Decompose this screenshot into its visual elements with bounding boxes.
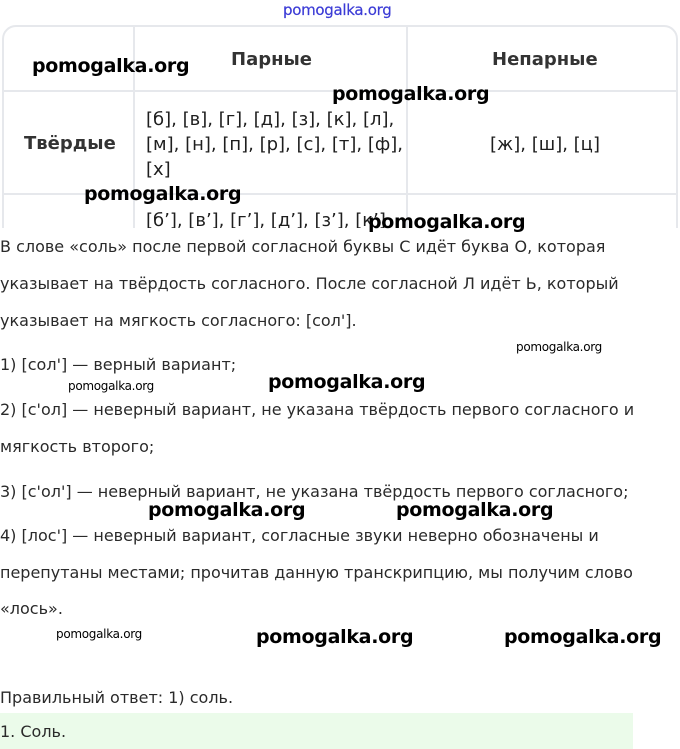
watermark: pomogalka.org <box>516 340 602 354</box>
watermark: pomogalka.org <box>256 626 414 648</box>
header-paired: Парные <box>231 49 313 70</box>
header-unpaired: Непарные <box>492 49 598 70</box>
correct-answer: Правильный ответ: 1) соль. <box>0 688 234 707</box>
option-line: перепутаны местами; прочитав данную транскрипцию, мы получим слово <box>0 563 633 582</box>
watermark: pomogalka.org <box>332 83 490 105</box>
option-line: мягкость второго; <box>0 437 155 456</box>
hard-paired-line: [б], [в], [г], [д], [з], [к], [л], <box>146 109 395 130</box>
soft-paired-cell: [б’], [в’], [г’], [д’], [з’], [к’] <box>146 210 386 228</box>
watermark: pomogalka.org <box>32 55 190 77</box>
watermark: pomogalka.org <box>504 626 662 648</box>
option-line: «лось». <box>0 599 63 618</box>
option-line: 4) [лос'] — неверный вариант, согласные звуки неверно обозначены и <box>0 526 599 545</box>
answer-text: 1. Соль. <box>0 722 67 741</box>
explanation-line: В слове «соль» после первой согласной буквы С идёт буква О, которая <box>0 237 606 256</box>
option-line: 2) [с'ол] — неверный вариант, не указана твёрдость первого согласного и <box>0 400 635 419</box>
hard-unpaired-cell: [ж], [ш], [ц] <box>490 134 600 155</box>
row-label-hard: Твёрдые <box>24 133 116 154</box>
watermark: pomogalka.org <box>268 371 426 393</box>
watermark: pomogalka.org <box>148 499 306 521</box>
table-divider <box>406 27 408 228</box>
option-line: 1) [сол'] — верный вариант; <box>0 355 237 374</box>
watermark: pomogalka.org <box>368 211 526 233</box>
watermark: pomogalka.org <box>84 183 242 205</box>
hard-paired-line: [х] <box>146 159 171 180</box>
watermark-top: pomogalka.org <box>283 1 392 19</box>
explanation-line: указывает на твёрдость согласного. После согласной Л идёт Ь, который <box>0 274 619 293</box>
watermark: pomogalka.org <box>68 379 154 393</box>
option-line: 3) [с'ол'] — неверный вариант, не указана твёрдость первого согласного; <box>0 482 629 501</box>
hard-paired-line: [м], [н], [п], [р], [с], [т], [ф], <box>146 134 404 155</box>
explanation-line: указывает на мягкость согласного: [сол']. <box>0 311 357 330</box>
hard-paired-cell <box>146 107 403 182</box>
watermark: pomogalka.org <box>396 499 554 521</box>
watermark: pomogalka.org <box>56 627 142 641</box>
answer-highlight-box <box>0 713 633 749</box>
